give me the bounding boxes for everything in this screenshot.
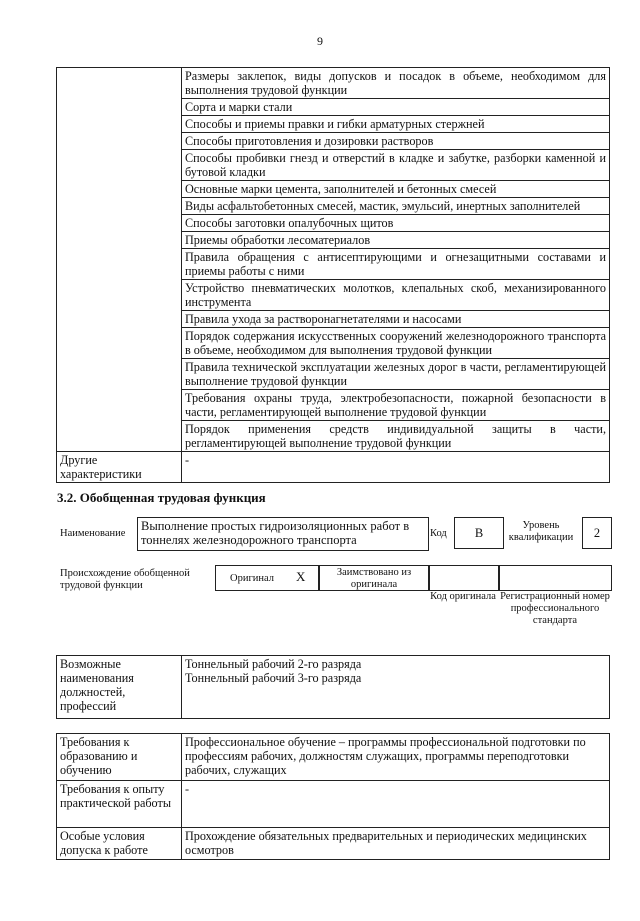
- original-mark: X: [296, 569, 306, 584]
- table-row: [57, 452, 610, 483]
- position-item: Тоннельный рабочий 2-го разряда: [185, 657, 362, 671]
- knowledge-table: [56, 67, 610, 483]
- reg-number-cell: [498, 565, 612, 591]
- admission-value: Прохождение обязательных предварительных и периодических медицинских осмотров: [182, 828, 610, 860]
- page-number: 9: [317, 34, 323, 48]
- knowledge-item: Виды асфальтобетонных смесей, мастик, эмульсий, инертных заполнителей: [182, 198, 610, 215]
- knowledge-item: Устройство пневматических молотков, клепальных скоб, механизированного инструмента: [182, 280, 610, 311]
- knowledge-item: Правила ухода за растворонагнетателями и насосами: [182, 311, 610, 328]
- education-value: Профессиональное обучение – программы профессиональной подготовки по профессиям рабочих, должностям служащих, программы переподготовки рабочих, служащих: [182, 734, 610, 781]
- knowledge-item: Способы заготовки опалубочных щитов: [182, 215, 610, 232]
- other-characteristics-value: -: [182, 452, 610, 483]
- level-value: 2: [593, 526, 601, 540]
- positions-values: [182, 656, 610, 719]
- other-characteristics-label: Другие характеристики: [57, 452, 182, 483]
- knowledge-item: Правила обращения с антисептирующими и огнезащитными составами и приемы работы с ними: [182, 249, 610, 280]
- borrowed-label: Заимствовано из оригинала: [336, 567, 412, 590]
- knowledge-item: Размеры заклепок, виды допусков и посадок в объеме, необходимом для выполнения трудовой функции: [182, 68, 610, 99]
- knowledge-item: Способы и приемы правки и гибки арматурных стержней: [182, 116, 610, 133]
- borrowed-cell: [318, 565, 430, 591]
- positions-table: [56, 655, 610, 719]
- code-box: [454, 517, 504, 549]
- section-heading: 3.2. Обобщенная трудовая функция: [57, 490, 266, 505]
- knowledge-item: Основные марки цемента, заполнителей и бетонных смесей: [182, 181, 610, 198]
- experience-value: -: [182, 781, 610, 828]
- knowledge-label-cell: [57, 68, 182, 452]
- reg-number-label: Регистрационный номер профессионального стандарта: [500, 591, 610, 626]
- knowledge-item: Способы приготовления и дозировки растворов: [182, 133, 610, 150]
- knowledge-item: Сорта и марки стали: [182, 99, 610, 116]
- level-box: [582, 517, 612, 549]
- original-cell: [215, 565, 320, 591]
- origin-label: Происхождение обобщенной трудовой функции: [60, 568, 190, 591]
- function-name: Выполнение простых гидроизоляционных работ в тоннелях железнодорожного транспорта: [141, 519, 410, 547]
- knowledge-item: Приемы обработки лесоматериалов: [182, 232, 610, 249]
- original-code-label: Код оригинала: [430, 591, 496, 602]
- position-item: Тоннельный рабочий 3-го разряда: [185, 671, 362, 685]
- knowledge-item: Требования охраны труда, электробезопасности, пожарной безопасности в части, регламентирующей выполнение трудовой функции: [182, 390, 610, 421]
- requirements-table: [56, 733, 610, 860]
- function-name-box: [137, 517, 429, 551]
- education-label: Требования к образованию и обучению: [57, 734, 182, 781]
- knowledge-item: Способы пробивки гнезд и отверстий в кладке и забутке, разборки каменной и бутовой кладки: [182, 150, 610, 181]
- original-code-cell: [428, 565, 500, 591]
- original-label: Оригинал: [230, 573, 274, 584]
- knowledge-item: Порядок применения средств индивидуальной защиты в части, регламентирующей выполнение трудовой функции: [182, 421, 610, 452]
- level-label: Уровень квалификации: [508, 520, 574, 543]
- knowledge-item: Правила технической эксплуатации железных дорог в части, регламентирующей выполнение трудовой функции: [182, 359, 610, 390]
- code-label: Код: [430, 528, 447, 539]
- positions-label: Возможные наименования должностей, профессий: [57, 656, 182, 719]
- table-row: [57, 68, 610, 99]
- name-label: Наименование: [60, 528, 126, 539]
- knowledge-item: Порядок содержания искусственных сооружений железнодорожного транспорта в объеме, необходимом для выполнения трудовой функции: [182, 328, 610, 359]
- admission-label: Особые условия допуска к работе: [57, 828, 182, 860]
- code-value: В: [474, 526, 484, 540]
- experience-label: Требования к опыту практической работы: [57, 781, 182, 828]
